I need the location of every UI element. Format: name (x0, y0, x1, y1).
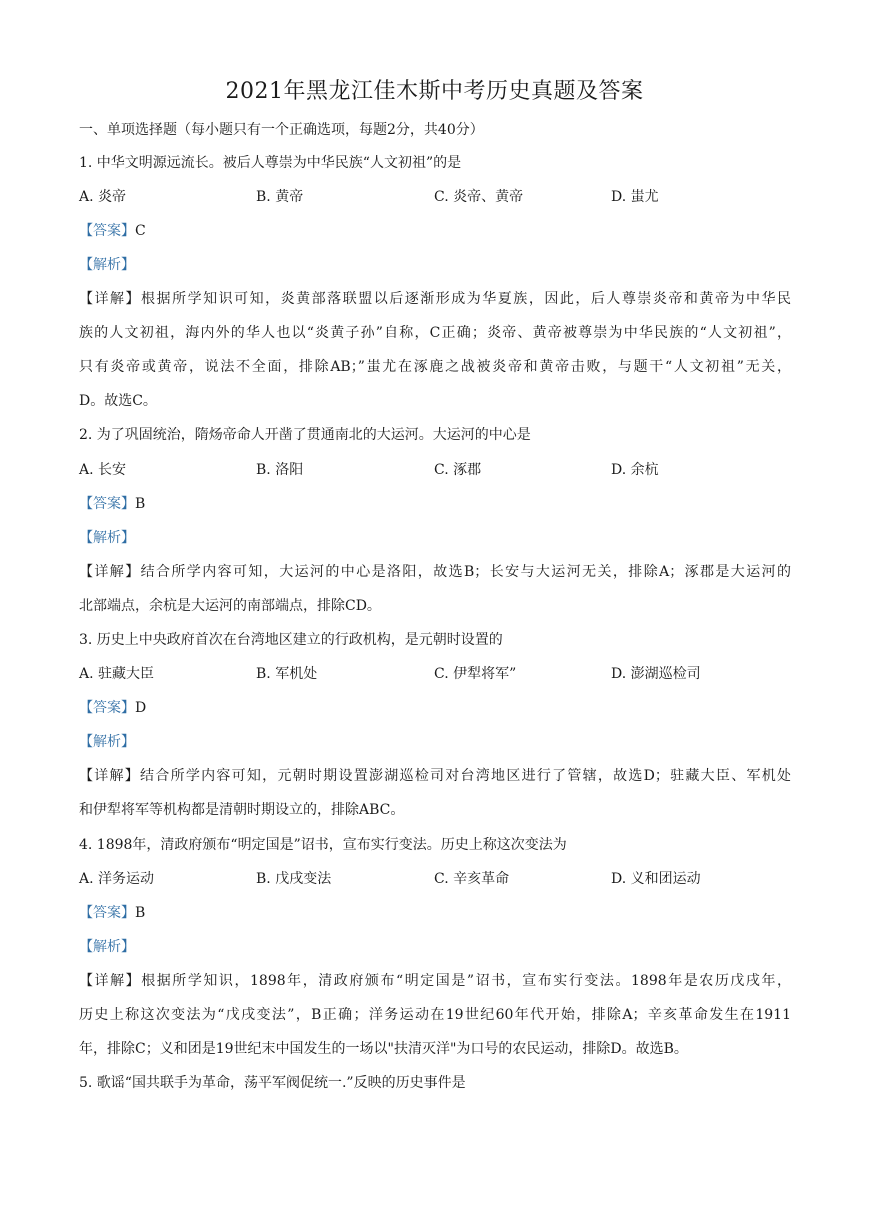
question-3-stem: 3. 历史上中央政府首次在台湾地区建立的行政机构，是元朝时设置的 (79, 632, 503, 648)
answer-value: D (135, 700, 147, 716)
answer-value: B (135, 496, 146, 512)
question-2-option-c: C. 涿郡 (434, 462, 482, 478)
question-2-detail-line-2: 北部端点，余杭是大运河的南部端点，排除CD。 (79, 598, 381, 614)
answer-value: C (135, 223, 146, 239)
question-3-option-a: A. 驻藏大臣 (79, 666, 155, 682)
detail-text: 结合所学内容可知，元朝时期设置澎湖巡检司对台湾地区进行了管辖，故选D；驻藏大臣、军机处 (140, 768, 791, 784)
question-1-option-b: B. 黄帝 (256, 189, 304, 205)
question-3-option-b: B. 军机处 (256, 666, 318, 682)
question-2-answer (79, 494, 791, 514)
detail-text: 根据所学知识，1898年，清政府颁布“明定国是”诏书，宣布实行变法。1898年是农历戊戌年， (141, 973, 792, 989)
question-4-option-d: D. 义和团运动 (611, 871, 701, 887)
answer-label: 【答案】 (79, 223, 135, 239)
answer-label: 【答案】 (79, 496, 135, 512)
question-2-option-b: B. 洛阳 (256, 462, 304, 478)
question-4-detail-line-3: 年，排除C；义和团是19世纪末中国发生的一场以"扶清灭洋"为口号的农民运动，排除D。故选B。 (79, 1041, 688, 1057)
document-title: 2021年黑龙江佳木斯中考历史真题及答案 (225, 79, 644, 104)
question-1-analysis-label: 【解析】 (79, 257, 135, 273)
answer-label: 【答案】 (79, 700, 135, 716)
question-4-detail-line-1 (79, 971, 791, 991)
question-1-answer (79, 221, 791, 241)
question-3-detail-line-2: 和伊犁将军等机构都是清朝时期设立的，排除ABC。 (79, 802, 405, 818)
detail-label: 【详解】 (79, 291, 142, 307)
question-4-detail-line-2: 历史上称这次变法为“戊戌变法”，B正确；洋务运动在19世纪60年代开始，排除A；辛亥革命发生在1911 (79, 1007, 791, 1023)
question-4-option-a: A. 洋务运动 (79, 871, 155, 887)
question-4-analysis-label: 【解析】 (79, 939, 135, 955)
question-1-option-d: D. 蚩尤 (611, 189, 659, 205)
section-heading: 一、单项选择题（每小题只有一个正确选项，每题2分，共40分） (79, 122, 484, 138)
question-4-option-b: B. 戊戌变法 (256, 871, 332, 887)
question-2-option-a: A. 长安 (79, 462, 127, 478)
detail-label: 【详解】 (79, 768, 141, 784)
question-3-detail-line-1 (79, 766, 791, 786)
question-3-option-c: C. 伊犁将军” (434, 666, 517, 682)
question-2-option-d: D. 余杭 (611, 462, 659, 478)
question-4-option-c: C. 辛亥革命 (434, 871, 510, 887)
question-1-detail-line-4: D。故选C。 (79, 393, 157, 409)
question-3-analysis-label: 【解析】 (79, 734, 135, 750)
answer-label: 【答案】 (79, 905, 135, 921)
question-1-detail-line-1 (79, 289, 791, 309)
question-1-detail-line-3: 只有炎帝或黄帝，说法不全面，排除AB；”蚩尤在涿鹿之战被炎帝和黄帝击败，与题干“人文初祖”无关， (79, 359, 791, 375)
answer-value: B (135, 905, 146, 921)
question-1-option-c: C. 炎帝、黄帝 (434, 189, 524, 205)
question-3-option-d: D. 澎湖巡检司 (611, 666, 701, 682)
question-1-option-a: A. 炎帝 (79, 189, 127, 205)
question-4-answer (79, 903, 791, 923)
question-3-answer (79, 698, 791, 718)
question-2-analysis-label: 【解析】 (79, 530, 135, 546)
question-1-detail-line-2: 族的人文初祖，海内外的华人也以“炎黄子孙”自称，C正确；炎帝、黄帝被尊崇为中华民族的“人文初祖”， (79, 325, 791, 341)
detail-text: 结合所学内容可知，大运河的中心是洛阳，故选B；长安与大运河无关，排除A；涿郡是大运河的 (140, 564, 791, 580)
detail-label: 【详解】 (79, 973, 142, 989)
question-2-detail-line-1 (79, 562, 791, 582)
detail-label: 【详解】 (79, 564, 141, 580)
detail-text: 根据所学知识可知，炎黄部落联盟以后逐渐形成为华夏族，因此，后人尊崇炎帝和黄帝为中华民 (141, 291, 791, 307)
question-1-stem: 1. 中华文明源远流长。被后人尊崇为中华民族“人文初祖”的是 (79, 155, 462, 171)
question-4-stem: 4. 1898年，清政府颁布“明定国是”诏书，宣布实行变法。历史上称这次变法为 (79, 837, 567, 853)
question-2-stem: 2. 为了巩固统治，隋炀帝命人开凿了贯通南北的大运河。大运河的中心是 (79, 427, 531, 443)
question-5-stem: 5. 歌谣“国共联手为革命，荡平军阀促统一.”反映的历史事件是 (79, 1075, 466, 1091)
